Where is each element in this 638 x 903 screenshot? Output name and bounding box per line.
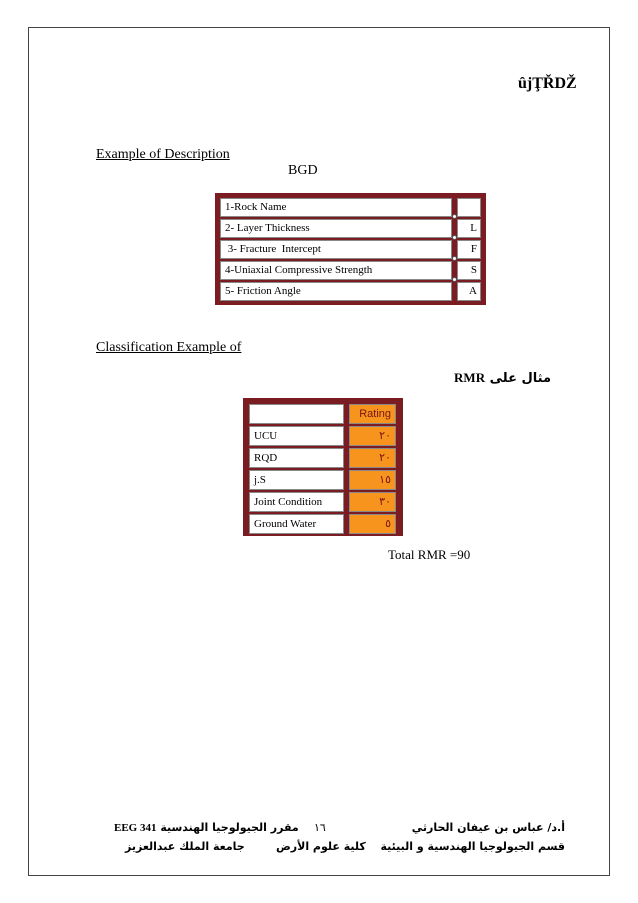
course-title: مقرر الجيولوجيا الهندسية <box>160 821 299 834</box>
parameter-name: 4-Uniaxial Compressive Strength <box>220 261 452 280</box>
footer-department: قسم الجيولوجيا الهندسية و البيئية <box>380 840 565 853</box>
header-glyphs: ûjŢŘDŽ <box>518 75 577 92</box>
parameter-name: 5- Friction Angle <box>220 282 452 301</box>
arabic-subtitle-text: مثال على <box>489 371 551 386</box>
classification-arabic-subtitle <box>454 370 551 386</box>
rating-table <box>243 398 403 536</box>
parameter-name: UCU <box>249 426 344 446</box>
parameter-code: S <box>457 261 481 280</box>
arabic-subtitle-rmr: RMR <box>454 370 486 385</box>
table-row <box>220 282 481 302</box>
total-rmr: Total RMR =90 <box>388 547 471 562</box>
table-row <box>220 198 481 218</box>
footer-university: جامعة الملك عبدالعزيز <box>125 840 245 853</box>
parameter-name: Ground Water <box>249 514 344 534</box>
table-row <box>249 492 397 513</box>
header-blank-cell <box>249 404 344 424</box>
table-row <box>220 261 481 281</box>
description-title: Example of Description <box>96 147 230 162</box>
course-code: EEG 341 <box>114 822 157 834</box>
table-row <box>249 470 397 491</box>
parameter-name: j.S <box>249 470 344 490</box>
table-row <box>249 448 397 469</box>
table-row <box>249 426 397 447</box>
parameter-name: RQD <box>249 448 344 468</box>
parameter-code: A <box>457 282 481 301</box>
rating-value: ٣٠ <box>349 492 396 512</box>
rating-value: ٥ <box>349 514 396 534</box>
rating-value: ٢٠ <box>349 426 396 446</box>
table-row <box>220 219 481 239</box>
rating-header: Rating <box>349 404 396 424</box>
parameter-code: F <box>457 240 481 259</box>
footer-author: أ.د/ عباس بن عيفان الحارثي <box>411 821 565 834</box>
table-row <box>249 514 397 535</box>
footer-college: كلية علوم الأرض <box>276 840 366 853</box>
parameter-name: Joint Condition <box>249 492 344 512</box>
footer-course <box>114 821 299 834</box>
table-row <box>220 240 481 260</box>
page-number: ١٦ <box>314 821 326 834</box>
description-table <box>215 193 486 305</box>
classification-title: Classification Example of <box>96 340 242 355</box>
table-header-row <box>249 404 397 425</box>
rating-value: ١٥ <box>349 470 396 490</box>
parameter-name: 2- Layer Thickness <box>220 219 452 238</box>
parameter-name: 3- Fracture Intercept <box>220 240 452 259</box>
description-subtitle: BGD <box>288 163 318 178</box>
rating-value: ٢٠ <box>349 448 396 468</box>
parameter-code: L <box>457 219 481 238</box>
parameter-name: 1-Rock Name <box>220 198 452 217</box>
parameter-code <box>457 198 481 217</box>
